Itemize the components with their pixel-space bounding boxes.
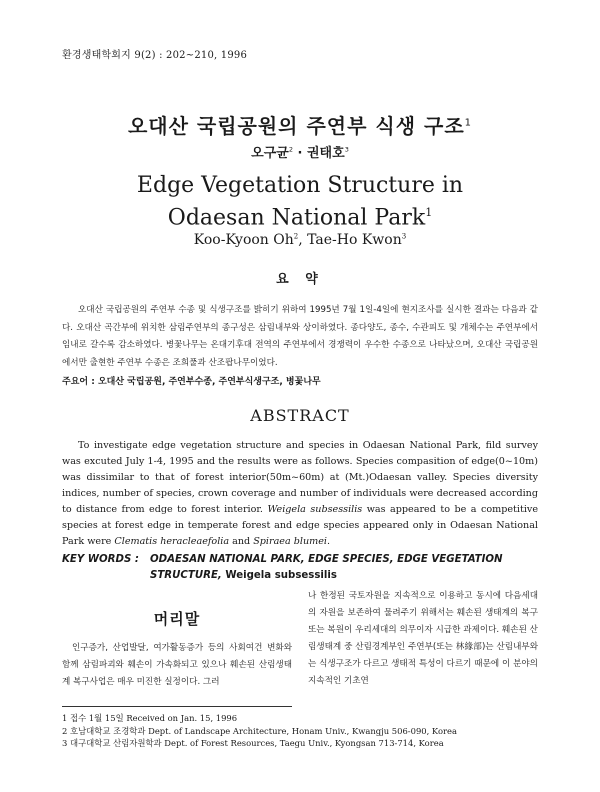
english-title-footnote-mark: 1 — [425, 206, 433, 219]
korean-authors — [0, 142, 600, 161]
footnotes — [62, 712, 538, 750]
english-abstract — [62, 438, 538, 550]
korean-title-text: 오대산 국립공원의 주연부 식생 구조 — [127, 114, 465, 138]
abstract-text-4: . — [327, 536, 331, 547]
korean-summary: 오대산 국립공원의 주연부 수종 및 식생구조를 밝히기 위하여 1995년 7월 1일-4일에 현지조사를 실시한 결과는 다음과 같다. 오대산 곡간부에 위치한 삼림주연부의 종구성은 삼림내부와 상이하였다. 종다양도, 종수, 수관피도 및 개체수는 주연부에서 임내로 갈수록 감소하였다. 병꽃나무는 온대기후대 전역의 주연부에서 경쟁력이 우수한 수종으로 나타났으며, 오대산 국립공원에서만 출현한 주연부 수종은 조희풀과 산조팝나무이었다. — [62, 305, 538, 368]
keywords-line-1: ODAESAN NATIONAL PARK, EDGE SPECIES, EDGE VEGETATION — [150, 554, 503, 565]
english-authors — [0, 232, 600, 248]
english-title-line-1: Edge Vegetation Structure in — [136, 173, 464, 198]
english-title-line-2: Odaesan National Park — [167, 205, 426, 231]
korean-author-separator: · — [293, 146, 307, 161]
korean-title — [0, 110, 600, 139]
footnote-1: 1 접수 1월 15일 Received on Jan. 15, 1996 — [62, 713, 238, 723]
korean-author-2-mark: 3 — [344, 145, 349, 154]
abstract-species-3: Spiraea blumei — [253, 536, 327, 547]
korean-author-1: 오구균 — [251, 146, 289, 161]
korean-title-footnote-mark: 1 — [464, 117, 473, 129]
journal-reference: 환경생태학회지 9(2) : 202~210, 1996 — [62, 50, 248, 61]
korean-summary-heading: 요 약 — [276, 272, 324, 287]
korean-author-1-mark: 2 — [288, 145, 293, 154]
abstract-text-1: To investigate edge vegetation structure and species in Odaesan National Park, fild survey was excuted July 1-4, 1995 and the results were as follows. Species compasition of edge(0~10m) was dissimilar to that of forest interior(50m~60m) at (Mt.)Odaesan valley. Species diversity indices, number of species, crown coverage and number of individuals were decreased according to distance from edge to forest interior. — [62, 440, 538, 515]
introduction-left-column: 인구증가, 산업발달, 여가활동증가 등의 사회여건 변화와 함께 삼림파괴와 훼손이 가속화되고 있으나 훼손된 산림생태계 복구사업은 매우 미진한 실정이다. 그러 — [62, 643, 292, 687]
english-author-1: Koo-Kyoon Oh — [193, 232, 294, 248]
abstract-species-2: Clematis heracleaefolia — [114, 536, 230, 547]
footnote-divider — [62, 706, 292, 707]
abstract-text-3: and — [229, 536, 254, 547]
keywords-label: KEY WORDS : — [62, 554, 139, 565]
footnote-3: 3 대구대학교 산림자원학과 Dept. of Forest Resources, Taegu Univ., Kyongsan 713-714, Korea — [62, 738, 444, 748]
english-author-2: Tae-Ho Kwon — [307, 232, 402, 248]
introduction-right-column: 나 한정된 국토자원을 지속적으로 이용하고 동시에 다음세대의 자원을 보존하여 물려주기 위해서는 훼손된 생태계의 복구 또는 복원이 우리세대의 의무이자 시급한 과제이다. 훼손된 산림생태계 중 산림경계부인 주연부(또는 林緣部)는 산림내부와는 식생구조가 다르고 생태적 특성이 다르기 때문에 이 분야의 지속적인 기초연 — [308, 591, 538, 686]
abstract-species-1: Weigela subsessilis — [267, 504, 363, 515]
korean-author-2: 권태호 — [307, 146, 345, 161]
keywords-species: Weigela subsessilis — [221, 570, 337, 581]
english-author-2-mark: 3 — [401, 232, 407, 241]
english-keywords — [62, 552, 542, 584]
english-author-1-mark: 2 — [293, 232, 299, 241]
korean-keywords: 주요어 : 오대산 국립공원, 주연부수종, 주연부식생구조, 병꽃나무 — [62, 377, 321, 387]
abstract-text-2: was appeared to be a competitive species at forest edge in temperate forest and edge species appeared only in Odaesan National Park were — [62, 504, 538, 547]
introduction-heading: 머리말 — [153, 610, 201, 628]
english-title — [0, 172, 600, 231]
footnote-2: 2 호남대학교 조경학과 Dept. of Landscape Architecture, Honam Univ., Kwangju 506-090, Korea — [62, 725, 457, 736]
english-author-separator: , — [298, 232, 308, 248]
abstract-heading: ABSTRACT — [250, 406, 350, 425]
keywords-line-2: STRUCTURE, — [150, 570, 222, 581]
